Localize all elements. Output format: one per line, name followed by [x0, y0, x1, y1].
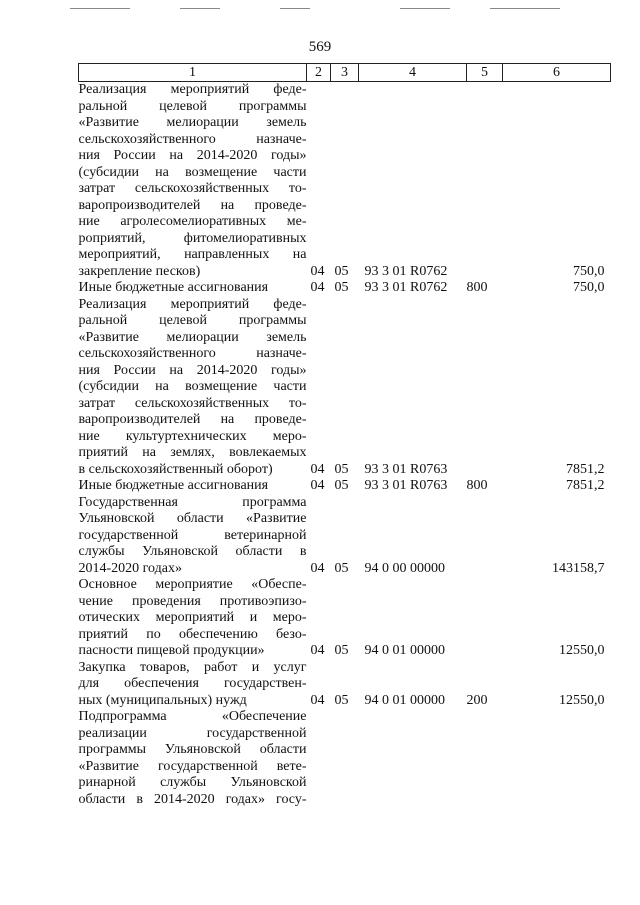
description-line: пасности пищевой продукции» — [78, 643, 265, 658]
expense-type-code: 800 — [466, 478, 488, 493]
target-article-code — [359, 709, 467, 808]
amount-value: 7851,2 — [566, 478, 605, 493]
description-line: приятий по обеспечению безо- — [78, 626, 307, 642]
section-code: 04 — [310, 478, 325, 493]
column-header: 6 — [503, 64, 611, 82]
description-line: Иные бюджетные ассигнования — [78, 478, 269, 493]
table-row — [79, 660, 611, 710]
description-line: реализации государственной — [78, 725, 307, 741]
row-description — [79, 660, 307, 710]
target-article-code: 93 3 01 R0763 — [364, 478, 448, 493]
description-line: Иные бюджетные ассигнования — [78, 280, 269, 295]
column-header: 5 — [467, 64, 503, 82]
amount-value: 750,0 — [573, 280, 605, 295]
budget-table — [78, 63, 611, 808]
expense-type-code — [467, 82, 503, 281]
description-line: для обеспечения государствен- — [78, 676, 307, 691]
scan-artifact-line — [70, 8, 130, 9]
description-line: закрепление песков) — [78, 263, 201, 279]
section-code: 04 — [310, 461, 325, 477]
subsection-code: 05 — [334, 643, 349, 658]
description-line: ния России на 2014-2020 годы» — [78, 148, 307, 163]
scan-artifact-line — [180, 8, 220, 9]
description-line: ринарной службы Ульяновской — [78, 775, 307, 790]
subsection-code: 05 — [334, 478, 349, 493]
table-body — [79, 82, 611, 809]
amount-value: 143158,7 — [552, 560, 605, 576]
table-header — [79, 64, 611, 82]
description-line: чение проведения противоэпизо- — [78, 593, 307, 609]
row-description — [79, 709, 307, 808]
row-description — [79, 577, 307, 660]
expense-type-code — [467, 577, 503, 660]
section-code: 04 — [310, 692, 325, 708]
amount-value — [503, 709, 611, 808]
target-article-code: 94 0 01 00000 — [364, 643, 445, 658]
target-article-code: 94 0 01 00000 — [364, 692, 445, 708]
row-description — [79, 297, 307, 479]
expense-type-code — [467, 709, 503, 808]
description-line: ных (муниципальных) нужд — [78, 692, 247, 708]
description-line: «Развитие государственной вете- — [78, 758, 307, 774]
column-header: 4 — [359, 64, 467, 82]
subsection-code: 05 — [334, 263, 349, 279]
row-description — [79, 280, 307, 297]
description-line: программы Ульяновской области — [78, 742, 307, 757]
description-line: варопроизводителей на проведе- — [78, 412, 307, 427]
column-header: 3 — [331, 64, 359, 82]
expense-type-code: 800 — [466, 280, 488, 295]
table-row — [79, 280, 611, 297]
table-row — [79, 478, 611, 495]
description-line: сельскохозяйственного назначе- — [78, 131, 307, 147]
description-line: Подпрограмма «Обеспечение — [78, 709, 307, 724]
section-code: 04 — [310, 263, 325, 279]
expense-type-code — [467, 297, 503, 479]
row-description — [79, 478, 307, 495]
target-article-code: 93 3 01 R0762 — [364, 263, 448, 279]
target-article-code: 93 3 01 R0763 — [364, 461, 448, 477]
amount-value: 7851,2 — [566, 461, 605, 477]
amount-value: 750,0 — [573, 263, 605, 279]
description-line: роприятий, фитомелиоративных — [78, 230, 307, 246]
description-line: области в 2014-2020 годах» госу- — [78, 791, 307, 807]
subsection-code — [331, 709, 359, 808]
table-row — [79, 297, 611, 479]
page-number: 569 — [308, 39, 332, 55]
row-description — [79, 82, 307, 281]
description-line: Основное мероприятие «Обеспе- — [78, 577, 307, 592]
description-line: Реализация мероприятий феде- — [78, 82, 307, 97]
description-line: сельскохозяйственного назначе- — [78, 346, 307, 361]
column-header: 1 — [79, 64, 307, 82]
target-article-code: 94 0 00 00000 — [364, 560, 445, 576]
table-row — [79, 577, 611, 660]
description-line: Закупка товаров, работ и услуг — [78, 659, 307, 675]
description-line: мероприятий, направленных на — [78, 247, 307, 262]
description-line: варопроизводителей на проведе- — [78, 197, 307, 213]
subsection-code: 05 — [334, 692, 349, 708]
expense-type-code — [467, 495, 503, 578]
description-line: затрат сельскохозяйственных то- — [78, 395, 307, 411]
table-row — [79, 82, 611, 281]
description-line: (субсидии на возмещение части — [78, 164, 307, 180]
description-line: отических мероприятий и меро- — [78, 610, 307, 625]
target-article-code: 93 3 01 R0762 — [364, 280, 448, 295]
table-row — [79, 495, 611, 578]
column-header: 2 — [307, 64, 331, 82]
amount-value: 12550,0 — [559, 692, 605, 708]
description-line: ние агролесомелиоративных ме- — [78, 214, 307, 229]
description-line: в сельскохозяйственный оборот) — [78, 461, 273, 477]
description-line: приятий на землях, вовлекаемых — [78, 445, 307, 460]
scan-artifact-line — [400, 8, 450, 9]
header-row — [79, 64, 611, 82]
subsection-code: 05 — [334, 461, 349, 477]
description-line: затрат сельскохозяйственных то- — [78, 181, 307, 196]
description-line: Ульяновской области «Развитие — [78, 511, 307, 526]
row-description — [79, 495, 307, 578]
description-line: «Развитие мелиорации земель — [78, 329, 307, 345]
table-row — [79, 709, 611, 808]
subsection-code: 05 — [334, 560, 349, 576]
description-line: ние культуртехнических меро- — [78, 428, 307, 444]
scan-artifact-line — [490, 8, 560, 9]
subsection-code: 05 — [334, 280, 349, 295]
description-line: 2014-2020 годах» — [78, 560, 182, 576]
section-code — [307, 709, 331, 808]
description-line: государственной ветеринарной — [78, 527, 307, 543]
description-line: ральной целевой программы — [78, 313, 307, 328]
description-line: ральной целевой программы — [78, 98, 307, 114]
amount-value: 12550,0 — [559, 643, 605, 658]
description-line: ния России на 2014-2020 годы» — [78, 362, 307, 378]
description-line: Реализация мероприятий феде- — [78, 296, 307, 312]
description-line: «Развитие мелиорации земель — [78, 115, 307, 130]
description-line: Государственная программа — [78, 494, 307, 510]
description-line: службы Ульяновской области в — [78, 544, 307, 559]
scan-artifact-line — [280, 8, 310, 9]
description-line: (субсидии на возмещение части — [78, 379, 307, 394]
section-code: 04 — [310, 280, 325, 295]
expense-type-code: 200 — [466, 692, 488, 708]
section-code: 04 — [310, 560, 325, 576]
section-code: 04 — [310, 643, 325, 658]
